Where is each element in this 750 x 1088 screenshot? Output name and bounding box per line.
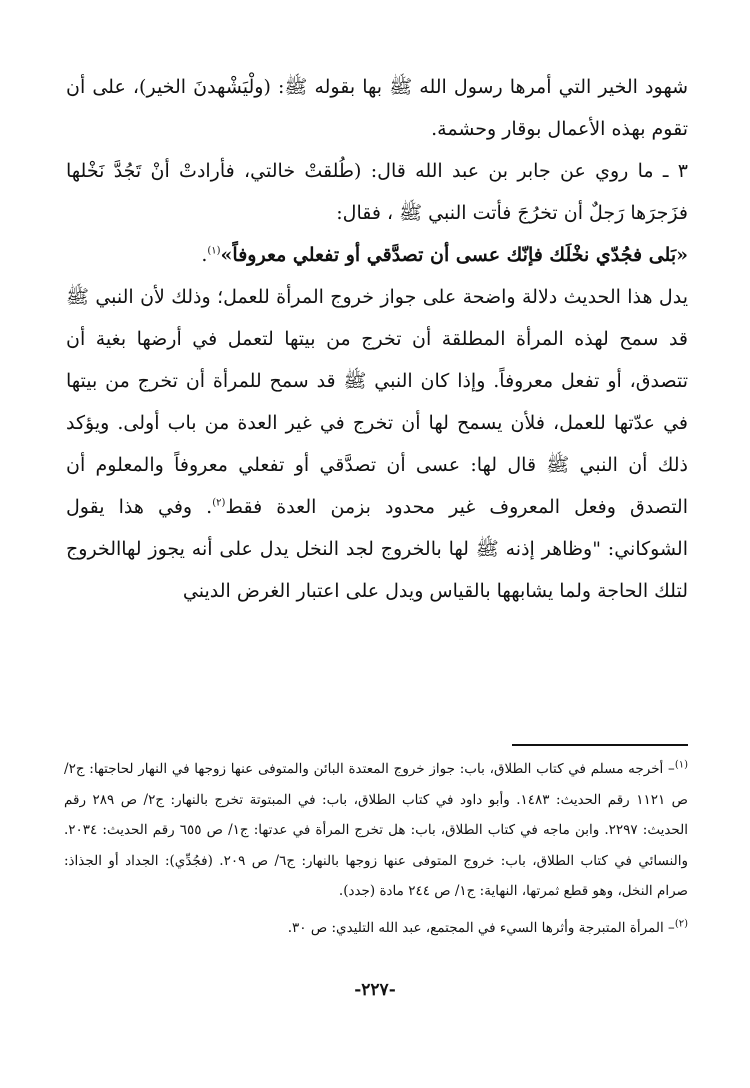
page-number: -٢٢٧- <box>354 980 396 1000</box>
footnotes <box>64 754 688 943</box>
hadith-quote <box>66 234 688 276</box>
footnote-2-marker: (٢) <box>674 918 688 929</box>
commentary-paragraph <box>66 276 688 612</box>
paragraph-continuation: شهود الخير التي أمرها رسول الله ﷺ بها بقوله ﷺ: (ولْيَشْهدنَ الخير)، على أن تقوم بهذه الأعمال بوقار وحشمة. <box>66 76 688 140</box>
footnote-1-marker: (١) <box>674 759 688 771</box>
footnote-ref-1: (١) <box>207 245 221 257</box>
footnote-1-text: – أخرجه مسلم في كتاب الطلاق، باب: جواز خروج المعتدة البائن والمتوفى عنها زوجها في النهار لحاجتها: ج٢/ ص ١١٢١ رقم الحديث: ١٤٨٣. وأبو داود في كتاب الطلاق، باب: في المبتوتة تخرج بالنهار: ج٢/ ص ٢٨٩ رقم الحديث: ٢٢٩٧. وابن ماجه في كتاب الطلاق، باب: هل تخرج المرأة في عدتها: ج١/ ص ٦٥٥ رقم الحديث: ٢٠٣٤. والنسائي في كتاب الطلاق، باب: خروج المتوفى عنها زوجها بالنهار: ج٦/ ص ٢٠٩. (فجُدِّي): الجداد أو الجذاذ: صرام النخل، وهو قطع ثمرتها، النهاية: ج١/ ص ٢٤٤ مادة (جدد). <box>64 761 689 899</box>
commentary-text-part2: . وفي هذا يقول الشوكاني: "وظاهر إذنه ﷺ لها بالخروج لجد النخل يدل على أنه يجوز لهاالخروج لتلك الحاجة ولما يشابهها بالقياس ويدل على اعتبار الغرض الديني <box>66 496 688 602</box>
hadith-quote-text: «بَلى فجُدّي نخْلَك فإنّك عسى أن تصدَّقي أو تفعلي معروفاً» <box>220 244 688 266</box>
footnote-ref-2: (٢) <box>212 497 226 509</box>
footnote-2-text: – المرأة المتبرجة وأثرها السيء في المجتمع، عبد الله التليدي: ص ٣٠. <box>287 919 675 936</box>
main-text <box>66 66 688 612</box>
point-3-paragraph: ٣ ـ ما روي عن جابر بن عبد الله قال: (طُلقتْ خالتي، فأرادتْ أنْ تَجُدَّ نَخْلها فزَجرَها رَجلٌ أن تخرُجَ فأتت النبي ﷺ ، فقال: <box>66 160 688 224</box>
commentary-text-part1: يدل هذا الحديث دلالة واضحة على جواز خروج المرأة للعمل؛ وذلك لأن النبي ﷺ قد سمح لهذه المرأة المطلقة أن تخرج من بيتها لتعمل في أرضها بغية أن تتصدق، أو تفعل معروفاً. وإذا كان النبي ﷺ قد سمح للمرأة أن تخرج من بيتها في عدّتها للعمل، فلأن يسمح لها أن تخرج في غير العدة من باب أولى. ويؤكد ذلك أن النبي ﷺ قال لها: عسى أن تصدَّقي أو تفعلي معروفاً والمعلوم أن التصدق وفعل المعروف غير محدود بزمن العدة فقط <box>66 286 688 518</box>
footnote-separator <box>512 744 688 746</box>
footnote-2 <box>64 913 688 944</box>
footnote-1 <box>64 754 688 907</box>
hadith-quote-end: . <box>201 244 208 266</box>
